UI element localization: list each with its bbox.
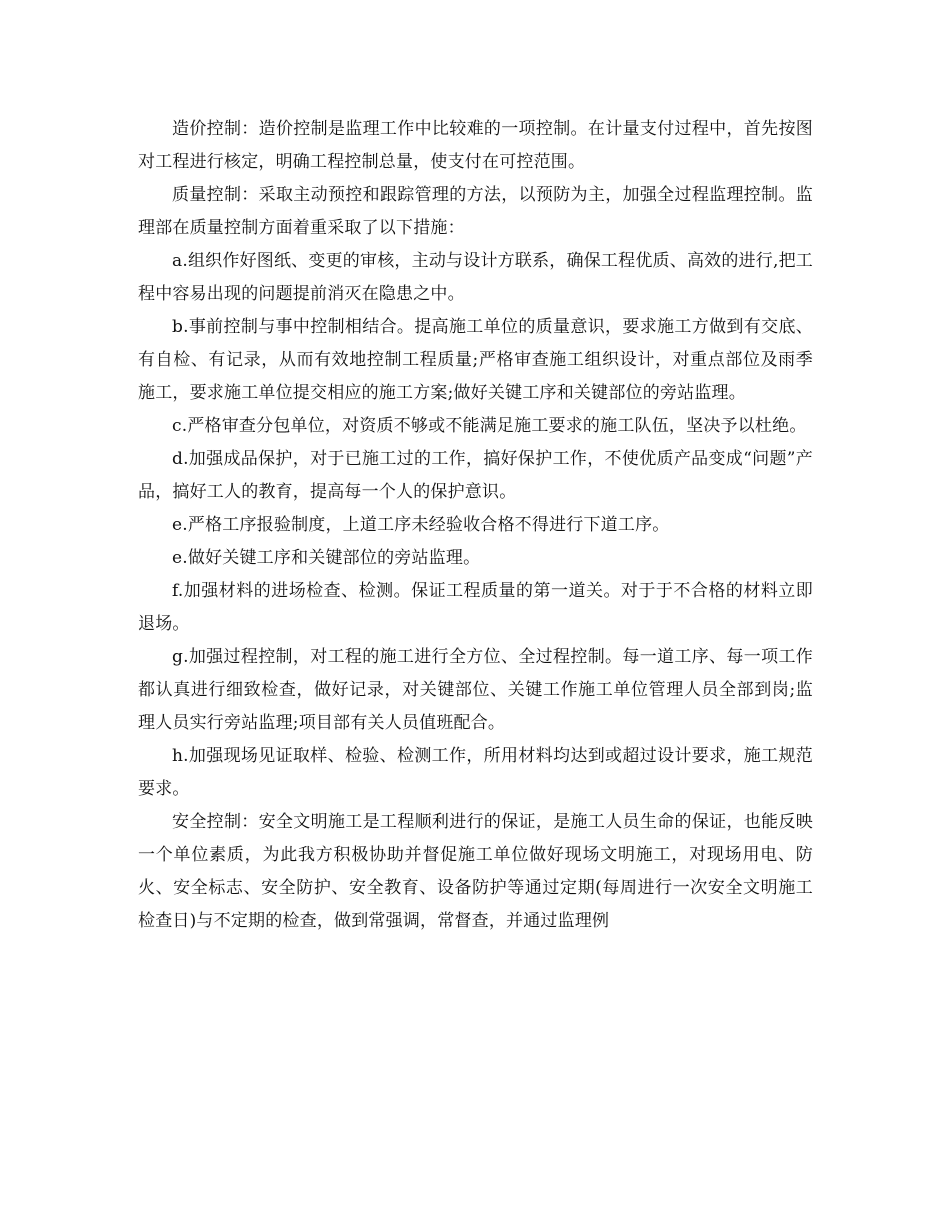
paragraph-measure-a: a.组织作好图纸、变更的审核，主动与设计方联系，确保工程优质、高效的进行,把工程中容易出现的问题提前消灭在隐患之中。 xyxy=(138,251,813,304)
paragraph-safety-control: 安全控制：安全文明施工是工程顺利进行的保证，是施工人员生命的保证，也能反映一个单位素质，为此我方积极协助并督促施工单位做好现场文明施工，对现场用电、防火、安全标志、安全防护、安全教育、设备防护等通过定期(每周进行一次安全文明施工检查日)与不定期的检查，做到常强调，常督查，并通过监理例 xyxy=(138,812,813,931)
paragraph-measure-e2: e.做好关键工序和关键部位的旁站监理。 xyxy=(172,548,481,568)
paragraph-quality-control: 质量控制：采取主动预控和跟踪管理的方法，以预防为主，加强全过程监理控制。监理部在质量控制方面着重采取了以下措施： xyxy=(138,185,813,238)
paragraph-measure-g: g.加强过程控制，对工程的施工进行全方位、全过程控制。每一道工序、每一项工作都认真进行细致检查，做好记录，对关键部位、关键工作施工单位管理人员全部到岗;监理人员实行旁站监理;项目部有关人员值班配合。 xyxy=(138,647,813,733)
document-body xyxy=(138,113,813,938)
paragraph-measure-c: c.严格审查分包单位，对资质不够或不能满足施工要求的施工队伍，坚决予以杜绝。 xyxy=(172,416,807,436)
paragraph-measure-h: h.加强现场见证取样、检验、检测工作，所用材料均达到或超过设计要求，施工规范要求。 xyxy=(138,746,813,799)
paragraph-measure-b: b.事前控制与事中控制相结合。提高施工单位的质量意识，要求施工方做到有交底、有自检、有记录，从而有效地控制工程质量;严格审查施工组织设计，对重点部位及雨季施工，要求施工单位提交相应的施工方案;做好关键工序和关键部位的旁站监理。 xyxy=(138,317,813,403)
paragraph-cost-control: 造价控制：造价控制是监理工作中比较难的一项控制。在计量支付过程中，首先按图对工程进行核定，明确工程控制总量，使支付在可控范围。 xyxy=(138,119,813,172)
paragraph-measure-f: f.加强材料的进场检查、检测。保证工程质量的第一道关。对于于不合格的材料立即退场。 xyxy=(138,581,813,634)
paragraph-measure-e1: e.严格工序报验制度，上道工序未经验收合格不得进行下道工序。 xyxy=(172,515,670,535)
paragraph-measure-d: d.加强成品保护，对于已施工过的工作，搞好保护工作，不使优质产品变成“问题”产品，搞好工人的教育，提高每一个人的保护意识。 xyxy=(138,449,813,502)
